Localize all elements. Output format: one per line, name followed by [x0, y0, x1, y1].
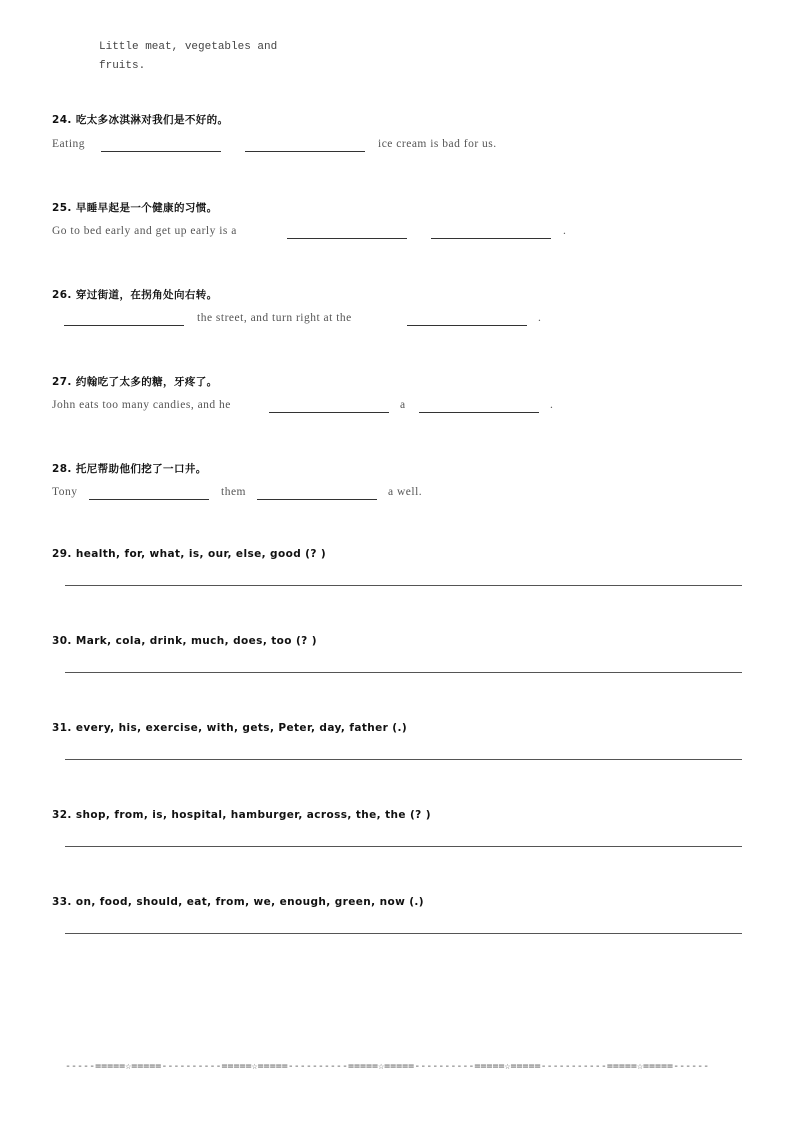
question-30-answer-line[interactable]	[65, 672, 742, 673]
question-28-prompt: 28. 托尼帮助他们挖了一口井。	[52, 463, 207, 475]
question-24-blank-2[interactable]	[245, 151, 365, 152]
footer-divider: -----=====☆=====----------=====☆=====----------=====☆=====----------=====☆=====-----------=====☆=====------	[65, 1061, 710, 1072]
question-27-text-c: .	[550, 399, 554, 411]
question-33-answer-line[interactable]	[65, 933, 742, 934]
continuation-line-2: fruits.	[99, 60, 146, 72]
question-28-text-b: them	[221, 486, 246, 498]
question-33-prompt: 33. on, food, should, eat, from, we, enough, green, now (.)	[52, 896, 425, 908]
question-25-text-b: .	[563, 225, 567, 237]
question-27-prompt: 27. 约翰吃了太多的糖，牙疼了。	[52, 376, 218, 388]
question-26-blank-2[interactable]	[407, 325, 527, 326]
question-24-prompt: 24. 吃太多冰淇淋对我们是不好的。	[52, 114, 229, 126]
question-26-prompt: 26. 穿过街道，在拐角处向右转。	[52, 289, 218, 301]
question-25-prompt: 25. 早睡早起是一个健康的习惯。	[52, 202, 218, 214]
question-27-text-a: John eats too many candies, and he	[52, 399, 231, 411]
question-30-prompt: 30. Mark, cola, drink, much, does, too (? )	[52, 635, 317, 647]
question-24-text-b: ice cream is bad for us.	[378, 138, 497, 150]
question-26-text-a: the street, and turn right at the	[197, 312, 352, 324]
question-26-text-b: .	[538, 312, 542, 324]
question-27-blank-1[interactable]	[269, 412, 389, 413]
question-28-blank-1[interactable]	[89, 499, 209, 500]
question-31-prompt: 31. every, his, exercise, with, gets, Peter, day, father (.)	[52, 722, 408, 734]
question-25-text-a: Go to bed early and get up early is a	[52, 225, 237, 237]
question-28-blank-2[interactable]	[257, 499, 377, 500]
question-29-answer-line[interactable]	[65, 585, 742, 586]
question-27-blank-2[interactable]	[419, 412, 539, 413]
question-28-text-a: Tony	[52, 486, 78, 498]
question-25-blank-1[interactable]	[287, 238, 407, 239]
question-24-text-a: Eating	[52, 138, 86, 150]
question-29-prompt: 29. health, for, what, is, our, else, good (? )	[52, 548, 327, 560]
question-24-blank-1[interactable]	[101, 151, 221, 152]
question-25-blank-2[interactable]	[431, 238, 551, 239]
question-32-answer-line[interactable]	[65, 846, 742, 847]
question-32-prompt: 32. shop, from, is, hospital, hamburger, across, the, the (? )	[52, 809, 431, 821]
question-27-text-b: a	[400, 399, 406, 411]
question-28-text-c: a well.	[388, 486, 423, 498]
continuation-line-1: Little meat, vegetables and	[99, 41, 278, 53]
question-31-answer-line[interactable]	[65, 759, 742, 760]
question-26-blank-1[interactable]	[64, 325, 184, 326]
